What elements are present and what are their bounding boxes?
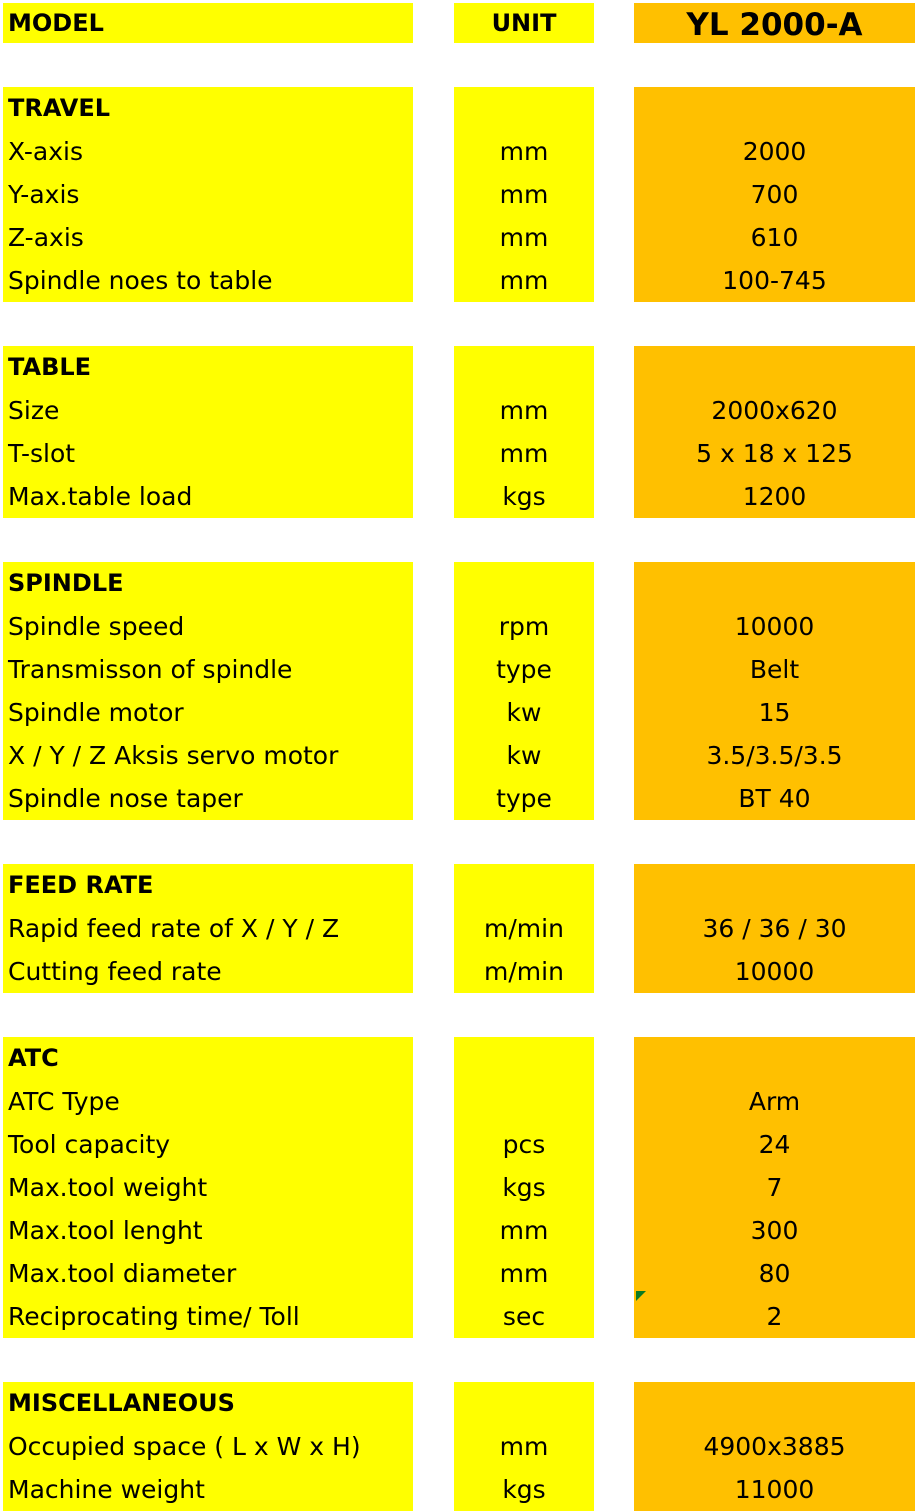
spec-label: Max.tool weight (8, 1173, 208, 1202)
spec-value: 5 x 18 x 125 (696, 439, 853, 468)
spec-value: 2000 (742, 137, 807, 166)
spec-label: T-slot (8, 439, 76, 468)
model-label: MODEL (8, 9, 104, 37)
section-header-blank (454, 1382, 594, 1425)
spec-unit: type (496, 784, 552, 813)
section-label-column (3, 562, 413, 820)
spec-value: 610 (750, 223, 799, 252)
spec-label: Max.table load (8, 482, 193, 511)
spec-unit: mm (499, 137, 549, 166)
spec-unit: m/min (484, 957, 564, 986)
spec-value: 7 (766, 1173, 783, 1202)
spec-unit: sec (502, 1302, 546, 1331)
section-header-blank (454, 864, 594, 907)
spec-label: Rapid feed rate of X / Y / Z (8, 914, 340, 943)
spec-value: 700 (750, 180, 799, 209)
unit-header-cell (454, 3, 594, 43)
spec-unit: mm (499, 180, 549, 209)
section-label-column (3, 87, 413, 302)
section-header-blank (454, 346, 594, 389)
model-header-cell (3, 3, 413, 43)
section-header-blank (454, 562, 594, 605)
section-header-blank (454, 87, 594, 130)
spec-unit: kw (506, 698, 542, 727)
spec-label: Spindle speed (8, 612, 185, 641)
spec-label: Machine weight (8, 1475, 205, 1504)
section-title: TRAVEL (8, 94, 111, 122)
spec-value: Arm (748, 1087, 801, 1116)
spec-unit: mm (499, 1432, 549, 1461)
spec-value: BT 40 (738, 784, 811, 813)
spec-unit: mm (499, 439, 549, 468)
section-value-column (634, 1037, 915, 1338)
spec-label: Reciprocating time/ Toll (8, 1302, 300, 1331)
spec-label: Tool capacity (8, 1130, 171, 1159)
spec-value: 15 (758, 698, 791, 727)
comment-indicator-icon (636, 1291, 646, 1301)
spec-unit: kgs (502, 482, 546, 511)
spec-label: Spindle noes to table (8, 266, 273, 295)
model-name: YL 2000-A (686, 7, 863, 43)
spec-label: X / Y / Z Aksis servo motor (8, 741, 339, 770)
spec-value: Belt (749, 655, 800, 684)
spec-unit: mm (499, 1216, 549, 1245)
spec-value: 3.5/3.5/3.5 (706, 741, 843, 770)
section-unit-column (454, 346, 594, 518)
section-title: SPINDLE (8, 569, 124, 597)
spec-label: Cutting feed rate (8, 957, 222, 986)
spec-unit: mm (499, 1259, 549, 1288)
spec-label: ATC Type (8, 1087, 120, 1116)
spec-unit: mm (499, 266, 549, 295)
section-label-column (3, 346, 413, 518)
section-value-column (634, 346, 915, 518)
section-label-column (3, 864, 413, 993)
spec-label: Transmisson of spindle (8, 655, 293, 684)
spec-value: 300 (750, 1216, 799, 1245)
section-title: ATC (8, 1044, 59, 1072)
spec-label: Spindle nose taper (8, 784, 243, 813)
spec-unit: type (496, 655, 552, 684)
section-label-column (3, 1382, 413, 1511)
spec-value: 10000 (734, 612, 815, 641)
spec-unit (454, 1080, 594, 1123)
spec-label: Spindle motor (8, 698, 184, 727)
section-unit-column (454, 562, 594, 820)
spec-value: 2000x620 (711, 396, 838, 425)
unit-label: UNIT (491, 9, 557, 37)
spec-value: 11000 (734, 1475, 815, 1504)
section-header-blank (454, 1037, 594, 1080)
spec-unit: pcs (502, 1130, 546, 1159)
section-title: MISCELLANEOUS (8, 1389, 235, 1417)
section-unit-column (454, 1037, 594, 1338)
section-header-blank (634, 87, 915, 130)
spec-unit: m/min (484, 914, 564, 943)
section-header-blank (634, 346, 915, 389)
spec-value: 100-745 (722, 266, 827, 295)
spec-value: 10000 (734, 957, 815, 986)
section-value-column (634, 864, 915, 993)
spec-label: Z-axis (8, 223, 84, 252)
section-title: FEED RATE (8, 871, 154, 899)
section-header-blank (634, 562, 915, 605)
section-value-column (634, 87, 915, 302)
section-header-blank (634, 1037, 915, 1080)
spec-value: 2 (766, 1302, 783, 1331)
spec-label: Max.tool lenght (8, 1216, 203, 1245)
spec-unit: mm (499, 396, 549, 425)
section-unit-column (454, 87, 594, 302)
section-header-blank (634, 864, 915, 907)
spec-unit: kw (506, 741, 542, 770)
section-value-column (634, 562, 915, 820)
spec-unit: rpm (498, 612, 550, 641)
section-label-column (3, 1037, 413, 1338)
spec-label: Y-axis (8, 180, 80, 209)
spec-label: Max.tool diameter (8, 1259, 237, 1288)
spec-value: 4900x3885 (703, 1432, 846, 1461)
section-unit-column (454, 1382, 594, 1511)
spec-value: 36 / 36 / 30 (702, 914, 847, 943)
spec-label: X-axis (8, 137, 83, 166)
section-header-blank (634, 1382, 915, 1425)
section-unit-column (454, 864, 594, 993)
spec-value: 1200 (742, 482, 807, 511)
section-title: TABLE (8, 353, 92, 381)
spec-value: 24 (758, 1130, 791, 1159)
spec-unit: kgs (502, 1475, 546, 1504)
section-value-column (634, 1382, 915, 1511)
spec-label: Occupied space ( L x W x H) (8, 1432, 361, 1461)
model-name-cell (634, 3, 915, 43)
spec-value: 80 (758, 1259, 791, 1288)
spec-unit: mm (499, 223, 549, 252)
spec-label: Size (8, 396, 60, 425)
spec-unit: kgs (502, 1173, 546, 1202)
